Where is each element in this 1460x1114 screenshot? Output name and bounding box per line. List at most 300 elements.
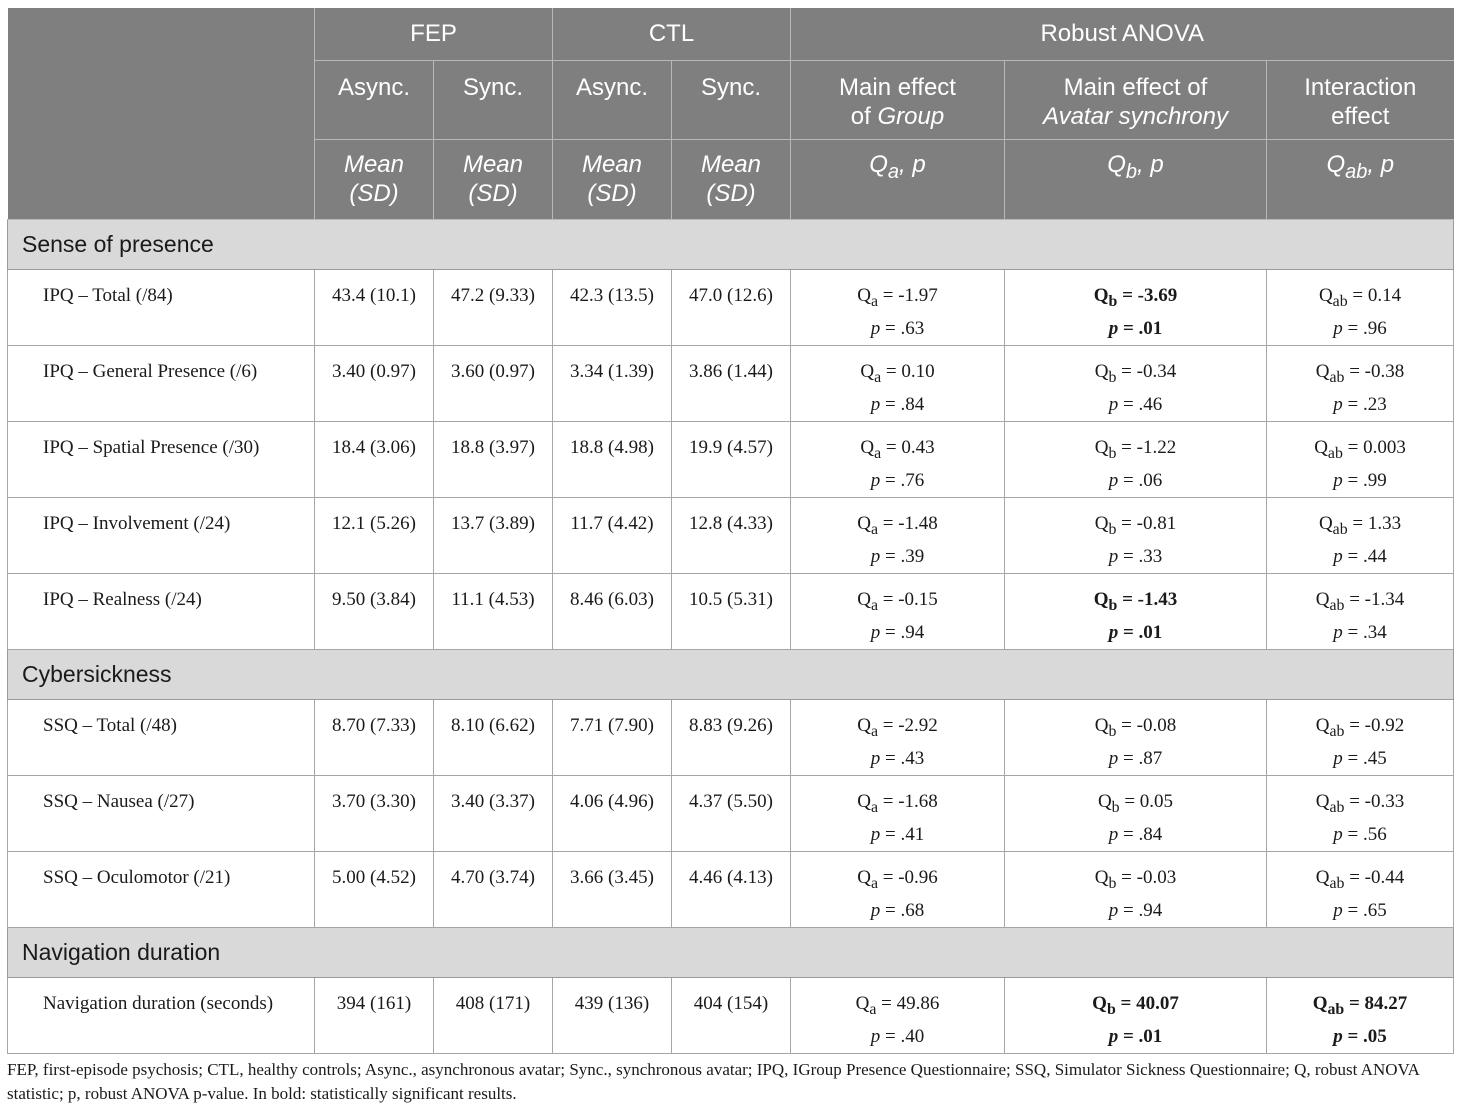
cell-fep-async: 9.50 (3.84) [315, 573, 434, 649]
cell-main-effect-synchrony [1005, 345, 1267, 421]
header-q: Q [1107, 150, 1126, 178]
cell-main-effect-synchrony-p [1006, 897, 1265, 925]
q-value: = 0.43 [881, 436, 935, 458]
q-subscript: a [874, 368, 882, 386]
header-main-effect-sync-line1: Main effect of [1063, 73, 1208, 101]
cell-main-effect-group-p [792, 619, 1003, 647]
row-label: IPQ – Involvement (/24) [8, 497, 315, 573]
q-subscript: b [1106, 1000, 1116, 1018]
q-subscript: ab [1327, 1000, 1345, 1018]
cell-fep-async: 394 (161) [315, 977, 434, 1053]
p-value: = .01 [1118, 622, 1163, 644]
table-row [8, 977, 1454, 1053]
header-mean: Mean [343, 150, 405, 178]
q-subscript: a [870, 722, 878, 740]
q-value: = -0.08 [1116, 714, 1177, 736]
cell-main-effect-synchrony-p [1006, 467, 1265, 495]
header-mean: Mean [700, 150, 762, 178]
q-symbol: Q [857, 790, 871, 812]
header-q-sub: b [1125, 160, 1138, 183]
p-value: = .23 [1342, 394, 1387, 416]
p-value: = .01 [1118, 1026, 1163, 1048]
cell-ctl-sync: 47.0 (12.6) [672, 269, 791, 345]
cell-main-effect-synchrony-q [1006, 990, 1265, 1024]
p-symbol: p [1108, 824, 1119, 846]
section-title: Navigation duration [8, 927, 1454, 977]
p-value: = .76 [880, 470, 925, 492]
header-q: Q [1326, 150, 1346, 178]
cell-interaction-effect-p [1268, 897, 1452, 925]
header-blank-cell [8, 8, 315, 219]
cell-interaction-effect-q [1268, 712, 1452, 746]
header-qab-p [1267, 139, 1454, 219]
q-symbol: Q [1315, 360, 1330, 382]
cell-interaction-effect-p [1268, 543, 1452, 571]
p-symbol: p [1333, 546, 1343, 568]
section-row [8, 927, 1454, 977]
q-value: = -0.34 [1116, 360, 1177, 382]
cell-ctl-sync: 4.46 (4.13) [672, 851, 791, 927]
cell-main-effect-synchrony-q [1006, 358, 1265, 392]
cell-interaction-effect-q [1268, 510, 1452, 544]
cell-main-effect-synchrony-p [1006, 619, 1265, 647]
q-subscript: a [869, 1000, 877, 1018]
cell-main-effect-group-p [792, 745, 1003, 773]
row-label: IPQ – General Presence (/6) [8, 345, 315, 421]
q-subscript: b [1108, 292, 1118, 310]
cell-main-effect-group-p [792, 543, 1003, 571]
cell-fep-async: 18.4 (3.06) [315, 421, 434, 497]
cell-interaction-effect-q [1268, 788, 1452, 822]
p-symbol: p [870, 470, 881, 492]
q-subscript: b [1108, 520, 1117, 538]
cell-main-effect-group-p [792, 391, 1003, 419]
p-value: = .01 [1118, 318, 1163, 340]
cell-interaction-effect [1267, 573, 1454, 649]
q-symbol: Q [1094, 360, 1109, 382]
section-row [8, 649, 1454, 699]
q-symbol: Q [1094, 512, 1109, 534]
q-subscript: ab [1329, 798, 1345, 816]
p-value: = .84 [880, 394, 925, 416]
p-symbol: p [1333, 1026, 1343, 1048]
cell-ctl-async: 7.71 (7.90) [553, 699, 672, 775]
cell-interaction-effect [1267, 345, 1454, 421]
q-symbol: Q [857, 714, 871, 736]
p-symbol: p [870, 748, 881, 770]
cell-main-effect-group-p [792, 821, 1003, 849]
q-symbol: Q [1094, 714, 1109, 736]
header-mean: Mean [581, 150, 643, 178]
header-main-effect-sync-line2: Avatar synchrony [1043, 102, 1228, 130]
header-sd: (SD) [706, 179, 756, 207]
cell-interaction-effect-q [1268, 358, 1452, 392]
q-subscript: b [1111, 798, 1120, 816]
cell-fep-sync: 13.7 (3.89) [434, 497, 553, 573]
section-row [8, 219, 1454, 269]
p-symbol: p [1108, 318, 1119, 340]
results-table [7, 8, 1454, 1054]
p-symbol: p [870, 900, 881, 922]
q-symbol: Q [855, 992, 870, 1014]
cell-ctl-sync: 19.9 (4.57) [672, 421, 791, 497]
q-value: = -2.92 [877, 714, 938, 736]
p-symbol: p [1333, 900, 1343, 922]
p-symbol: p [1108, 900, 1119, 922]
q-symbol: Q [860, 360, 875, 382]
cell-main-effect-synchrony [1005, 977, 1267, 1053]
table-row [8, 497, 1454, 573]
cell-ctl-async: 42.3 (13.5) [553, 269, 672, 345]
row-label: SSQ – Oculomotor (/21) [8, 851, 315, 927]
p-value: = .45 [1342, 748, 1387, 770]
q-value: = -1.97 [877, 284, 938, 306]
header-p: , p [1367, 150, 1395, 178]
header-q-sub: a [887, 160, 900, 183]
p-value: = .56 [1342, 824, 1387, 846]
cell-ctl-sync: 4.37 (5.50) [672, 775, 791, 851]
cell-main-effect-group-q [792, 510, 1003, 544]
p-symbol: p [1333, 394, 1343, 416]
cell-main-effect-group-q [792, 712, 1003, 746]
cell-ctl-async: 18.8 (4.98) [553, 421, 672, 497]
cell-interaction-effect-p [1268, 315, 1452, 343]
q-symbol: Q [1314, 436, 1328, 458]
p-value: = .40 [880, 1026, 925, 1048]
q-subscript: b [1108, 722, 1117, 740]
q-subscript: a [870, 520, 878, 538]
q-symbol: Q [857, 588, 871, 610]
cell-interaction-effect-q [1268, 282, 1452, 316]
q-value: = -3.69 [1117, 284, 1178, 306]
header-ctl-async: Async. [553, 60, 672, 139]
q-symbol: Q [1315, 714, 1330, 736]
p-symbol: p [870, 1026, 881, 1048]
cell-main-effect-synchrony [1005, 269, 1267, 345]
header-fep-async: Async. [315, 60, 434, 139]
cell-main-effect-group-q [792, 358, 1003, 392]
cell-main-effect-group [791, 775, 1005, 851]
cell-fep-sync: 3.60 (0.97) [434, 345, 553, 421]
header-mean-sd [434, 139, 553, 219]
cell-ctl-async: 11.7 (4.42) [553, 497, 672, 573]
q-value: = -1.48 [877, 512, 938, 534]
cell-main-effect-synchrony-p [1006, 391, 1265, 419]
cell-main-effect-synchrony [1005, 573, 1267, 649]
p-symbol: p [1108, 546, 1119, 568]
header-main-effect-group [791, 60, 1005, 139]
q-subscript: ab [1329, 596, 1345, 614]
cell-interaction-effect-p [1268, 391, 1452, 419]
header-qb-p [1005, 139, 1267, 219]
cell-main-effect-synchrony-q [1006, 282, 1265, 316]
p-symbol: p [870, 546, 881, 568]
table-row [8, 421, 1454, 497]
cell-main-effect-group [791, 421, 1005, 497]
q-value: = -0.03 [1116, 866, 1177, 888]
cell-interaction-effect [1267, 699, 1454, 775]
cell-main-effect-synchrony [1005, 851, 1267, 927]
cell-ctl-async: 439 (136) [553, 977, 672, 1053]
q-subscript: a [874, 444, 882, 462]
p-value: = .65 [1342, 900, 1387, 922]
q-symbol: Q [1094, 866, 1109, 888]
p-symbol: p [1333, 748, 1343, 770]
p-value: = .46 [1118, 394, 1163, 416]
p-symbol: p [870, 318, 881, 340]
q-value: = -0.96 [877, 866, 938, 888]
q-value: = -1.43 [1117, 588, 1178, 610]
header-main-effect-group-of: of [850, 102, 878, 130]
header-qa-p [791, 139, 1005, 219]
cell-main-effect-group [791, 977, 1005, 1053]
q-subscript: ab [1332, 292, 1348, 310]
q-subscript: ab [1329, 722, 1345, 740]
cell-interaction-effect [1267, 497, 1454, 573]
section-title: Cybersickness [8, 649, 1454, 699]
header-main-effect-group-word: Group [877, 102, 945, 130]
cell-ctl-async: 4.06 (4.96) [553, 775, 672, 851]
cell-main-effect-synchrony [1005, 421, 1267, 497]
q-subscript: b [1108, 368, 1117, 386]
q-subscript: ab [1332, 520, 1348, 538]
cell-fep-sync: 47.2 (9.33) [434, 269, 553, 345]
header-interaction-line2: effect [1331, 102, 1390, 130]
header-mean-sd [553, 139, 672, 219]
cell-fep-sync: 8.10 (6.62) [434, 699, 553, 775]
q-subscript: a [870, 292, 878, 310]
header-sd: (SD) [587, 179, 637, 207]
cell-main-effect-synchrony-p [1006, 745, 1265, 773]
q-subscript: ab [1327, 444, 1343, 462]
q-symbol: Q [857, 512, 871, 534]
q-symbol: Q [1315, 790, 1330, 812]
p-symbol: p [1108, 470, 1119, 492]
cell-main-effect-group [791, 497, 1005, 573]
header-sd: (SD) [349, 179, 399, 207]
q-value: = -0.33 [1344, 790, 1405, 812]
cell-main-effect-group-p [792, 467, 1003, 495]
p-value: = .94 [1118, 900, 1163, 922]
p-symbol: p [1333, 318, 1343, 340]
q-subscript: a [870, 798, 878, 816]
q-value: = -1.34 [1344, 588, 1405, 610]
q-symbol: Q [1094, 436, 1109, 458]
q-symbol: Q [1097, 790, 1112, 812]
results-table-wrapper [7, 8, 1453, 1054]
table-row [8, 345, 1454, 421]
table-body [8, 219, 1454, 1053]
cell-main-effect-synchrony-q [1006, 864, 1265, 898]
cell-interaction-effect-p [1268, 1023, 1452, 1051]
q-value: = -1.22 [1116, 436, 1177, 458]
cell-fep-async: 5.00 (4.52) [315, 851, 434, 927]
cell-fep-async: 8.70 (7.33) [315, 699, 434, 775]
cell-fep-sync: 18.8 (3.97) [434, 421, 553, 497]
header-fep-sync: Sync. [434, 60, 553, 139]
row-label: IPQ – Realness (/24) [8, 573, 315, 649]
q-subscript: a [870, 596, 878, 614]
q-symbol: Q [1093, 284, 1109, 306]
q-symbol: Q [1315, 588, 1330, 610]
cell-interaction-effect-p [1268, 619, 1452, 647]
cell-interaction-effect [1267, 421, 1454, 497]
q-subscript: b [1108, 444, 1117, 462]
q-value: = -0.81 [1116, 512, 1177, 534]
cell-main-effect-group-q [792, 990, 1003, 1024]
cell-interaction-effect-p [1268, 467, 1452, 495]
cell-ctl-sync: 10.5 (5.31) [672, 573, 791, 649]
q-symbol: Q [1092, 992, 1107, 1014]
cell-interaction-effect-p [1268, 821, 1452, 849]
cell-interaction-effect-q [1268, 586, 1452, 620]
cell-main-effect-synchrony [1005, 775, 1267, 851]
q-value: = 49.86 [876, 992, 940, 1014]
q-value: = 0.10 [881, 360, 935, 382]
table-row [8, 573, 1454, 649]
row-label: IPQ – Total (/84) [8, 269, 315, 345]
p-symbol: p [870, 394, 881, 416]
p-value: = .68 [880, 900, 925, 922]
p-value: = .06 [1118, 470, 1163, 492]
section-title: Sense of presence [8, 219, 1454, 269]
header-main-effect-synchrony [1005, 60, 1267, 139]
p-symbol: p [1108, 1026, 1119, 1048]
q-symbol: Q [857, 284, 871, 306]
cell-fep-sync: 408 (171) [434, 977, 553, 1053]
table-footnote: FEP, first-episode psychosis; CTL, healthy controls; Async., asynchronous avatar; Sync., synchronous avatar; IPQ, IGroup Presence Questionnaire; SSQ, Simulator Sickness Questionnaire; Q, robust ANOVA statistic; p, robust ANOVA p-value. In bold: statistically significant results. [7, 1060, 1419, 1103]
cell-interaction-effect [1267, 775, 1454, 851]
cell-interaction-effect [1267, 269, 1454, 345]
p-symbol: p [1108, 622, 1119, 644]
p-value: = .33 [1118, 546, 1163, 568]
cell-main-effect-group-q [792, 788, 1003, 822]
q-value: = -0.38 [1344, 360, 1405, 382]
header-group-ctl: CTL [553, 8, 791, 60]
p-value: = .05 [1342, 1026, 1387, 1048]
p-value: = .34 [1342, 622, 1387, 644]
cell-main-effect-group-p [792, 315, 1003, 343]
p-value: = .39 [880, 546, 925, 568]
cell-main-effect-synchrony-p [1006, 543, 1265, 571]
p-symbol: p [1108, 748, 1119, 770]
cell-main-effect-synchrony-p [1006, 1023, 1265, 1051]
cell-main-effect-group [791, 269, 1005, 345]
header-p: , p [1137, 150, 1164, 178]
header-main-effect-group-line1: Main effect [839, 73, 956, 101]
q-symbol: Q [857, 866, 871, 888]
cell-ctl-async: 3.66 (3.45) [553, 851, 672, 927]
header-q-sub: ab [1345, 160, 1368, 183]
cell-main-effect-group-q [792, 282, 1003, 316]
table-row [8, 851, 1454, 927]
row-label: IPQ – Spatial Presence (/30) [8, 421, 315, 497]
header-mean-sd [672, 139, 791, 219]
header-group-fep: FEP [315, 8, 553, 60]
p-value: = .63 [880, 318, 925, 340]
header-interaction-line1: Interaction [1304, 73, 1417, 101]
cell-main-effect-synchrony-q [1006, 788, 1265, 822]
q-symbol: Q [1093, 588, 1109, 610]
cell-main-effect-synchrony-q [1006, 434, 1265, 468]
p-symbol: p [1333, 622, 1343, 644]
header-sd: (SD) [468, 179, 518, 207]
cell-ctl-async: 3.34 (1.39) [553, 345, 672, 421]
cell-main-effect-group [791, 345, 1005, 421]
cell-ctl-sync: 8.83 (9.26) [672, 699, 791, 775]
cell-main-effect-group-q [792, 434, 1003, 468]
cell-ctl-async: 8.46 (6.03) [553, 573, 672, 649]
cell-interaction-effect [1267, 851, 1454, 927]
cell-fep-async: 43.4 (10.1) [315, 269, 434, 345]
cell-main-effect-synchrony-q [1006, 510, 1265, 544]
cell-main-effect-synchrony-p [1006, 315, 1265, 343]
q-value: = 84.27 [1344, 992, 1408, 1014]
p-value: = .41 [880, 824, 925, 846]
cell-main-effect-group [791, 699, 1005, 775]
cell-fep-sync: 11.1 (4.53) [434, 573, 553, 649]
cell-fep-async: 12.1 (5.26) [315, 497, 434, 573]
cell-ctl-sync: 3.86 (1.44) [672, 345, 791, 421]
cell-fep-sync: 4.70 (3.74) [434, 851, 553, 927]
row-label: SSQ – Nausea (/27) [8, 775, 315, 851]
q-subscript: a [870, 874, 878, 892]
q-value: = 40.07 [1115, 992, 1179, 1014]
q-value: = -1.68 [877, 790, 938, 812]
header-mean-sd [315, 139, 434, 219]
q-symbol: Q [1318, 512, 1333, 534]
q-symbol: Q [1318, 284, 1333, 306]
header-interaction-effect [1267, 60, 1454, 139]
p-symbol: p [1333, 470, 1343, 492]
p-value: = .43 [880, 748, 925, 770]
cell-interaction-effect-p [1268, 745, 1452, 773]
q-symbol: Q [1312, 992, 1328, 1014]
p-symbol: p [870, 622, 881, 644]
q-value: = 0.05 [1119, 790, 1174, 812]
table-header [8, 8, 1454, 219]
p-value: = .99 [1342, 470, 1387, 492]
cell-fep-async: 3.40 (0.97) [315, 345, 434, 421]
table-row [8, 269, 1454, 345]
q-symbol: Q [860, 436, 875, 458]
row-label: Navigation duration (seconds) [8, 977, 315, 1053]
cell-fep-async: 3.70 (3.30) [315, 775, 434, 851]
q-value: = 0.003 [1342, 436, 1406, 458]
cell-interaction-effect-q [1268, 990, 1452, 1024]
header-ctl-sync: Sync. [672, 60, 791, 139]
cell-main-effect-synchrony [1005, 699, 1267, 775]
p-symbol: p [870, 824, 881, 846]
cell-main-effect-group-p [792, 1023, 1003, 1051]
p-symbol: p [1108, 394, 1119, 416]
header-p: , p [899, 150, 926, 178]
q-value: = -0.92 [1344, 714, 1405, 736]
p-value: = .87 [1118, 748, 1163, 770]
p-value: = .84 [1118, 824, 1163, 846]
header-robust-anova: Robust ANOVA [791, 8, 1454, 60]
cell-main-effect-synchrony [1005, 497, 1267, 573]
cell-main-effect-group-q [792, 586, 1003, 620]
q-subscript: ab [1329, 368, 1345, 386]
cell-main-effect-group-q [792, 864, 1003, 898]
header-mean: Mean [462, 150, 524, 178]
q-symbol: Q [1315, 866, 1330, 888]
q-value: = -0.44 [1344, 866, 1405, 888]
cell-main-effect-synchrony-q [1006, 712, 1265, 746]
table-row [8, 775, 1454, 851]
cell-main-effect-group [791, 573, 1005, 649]
